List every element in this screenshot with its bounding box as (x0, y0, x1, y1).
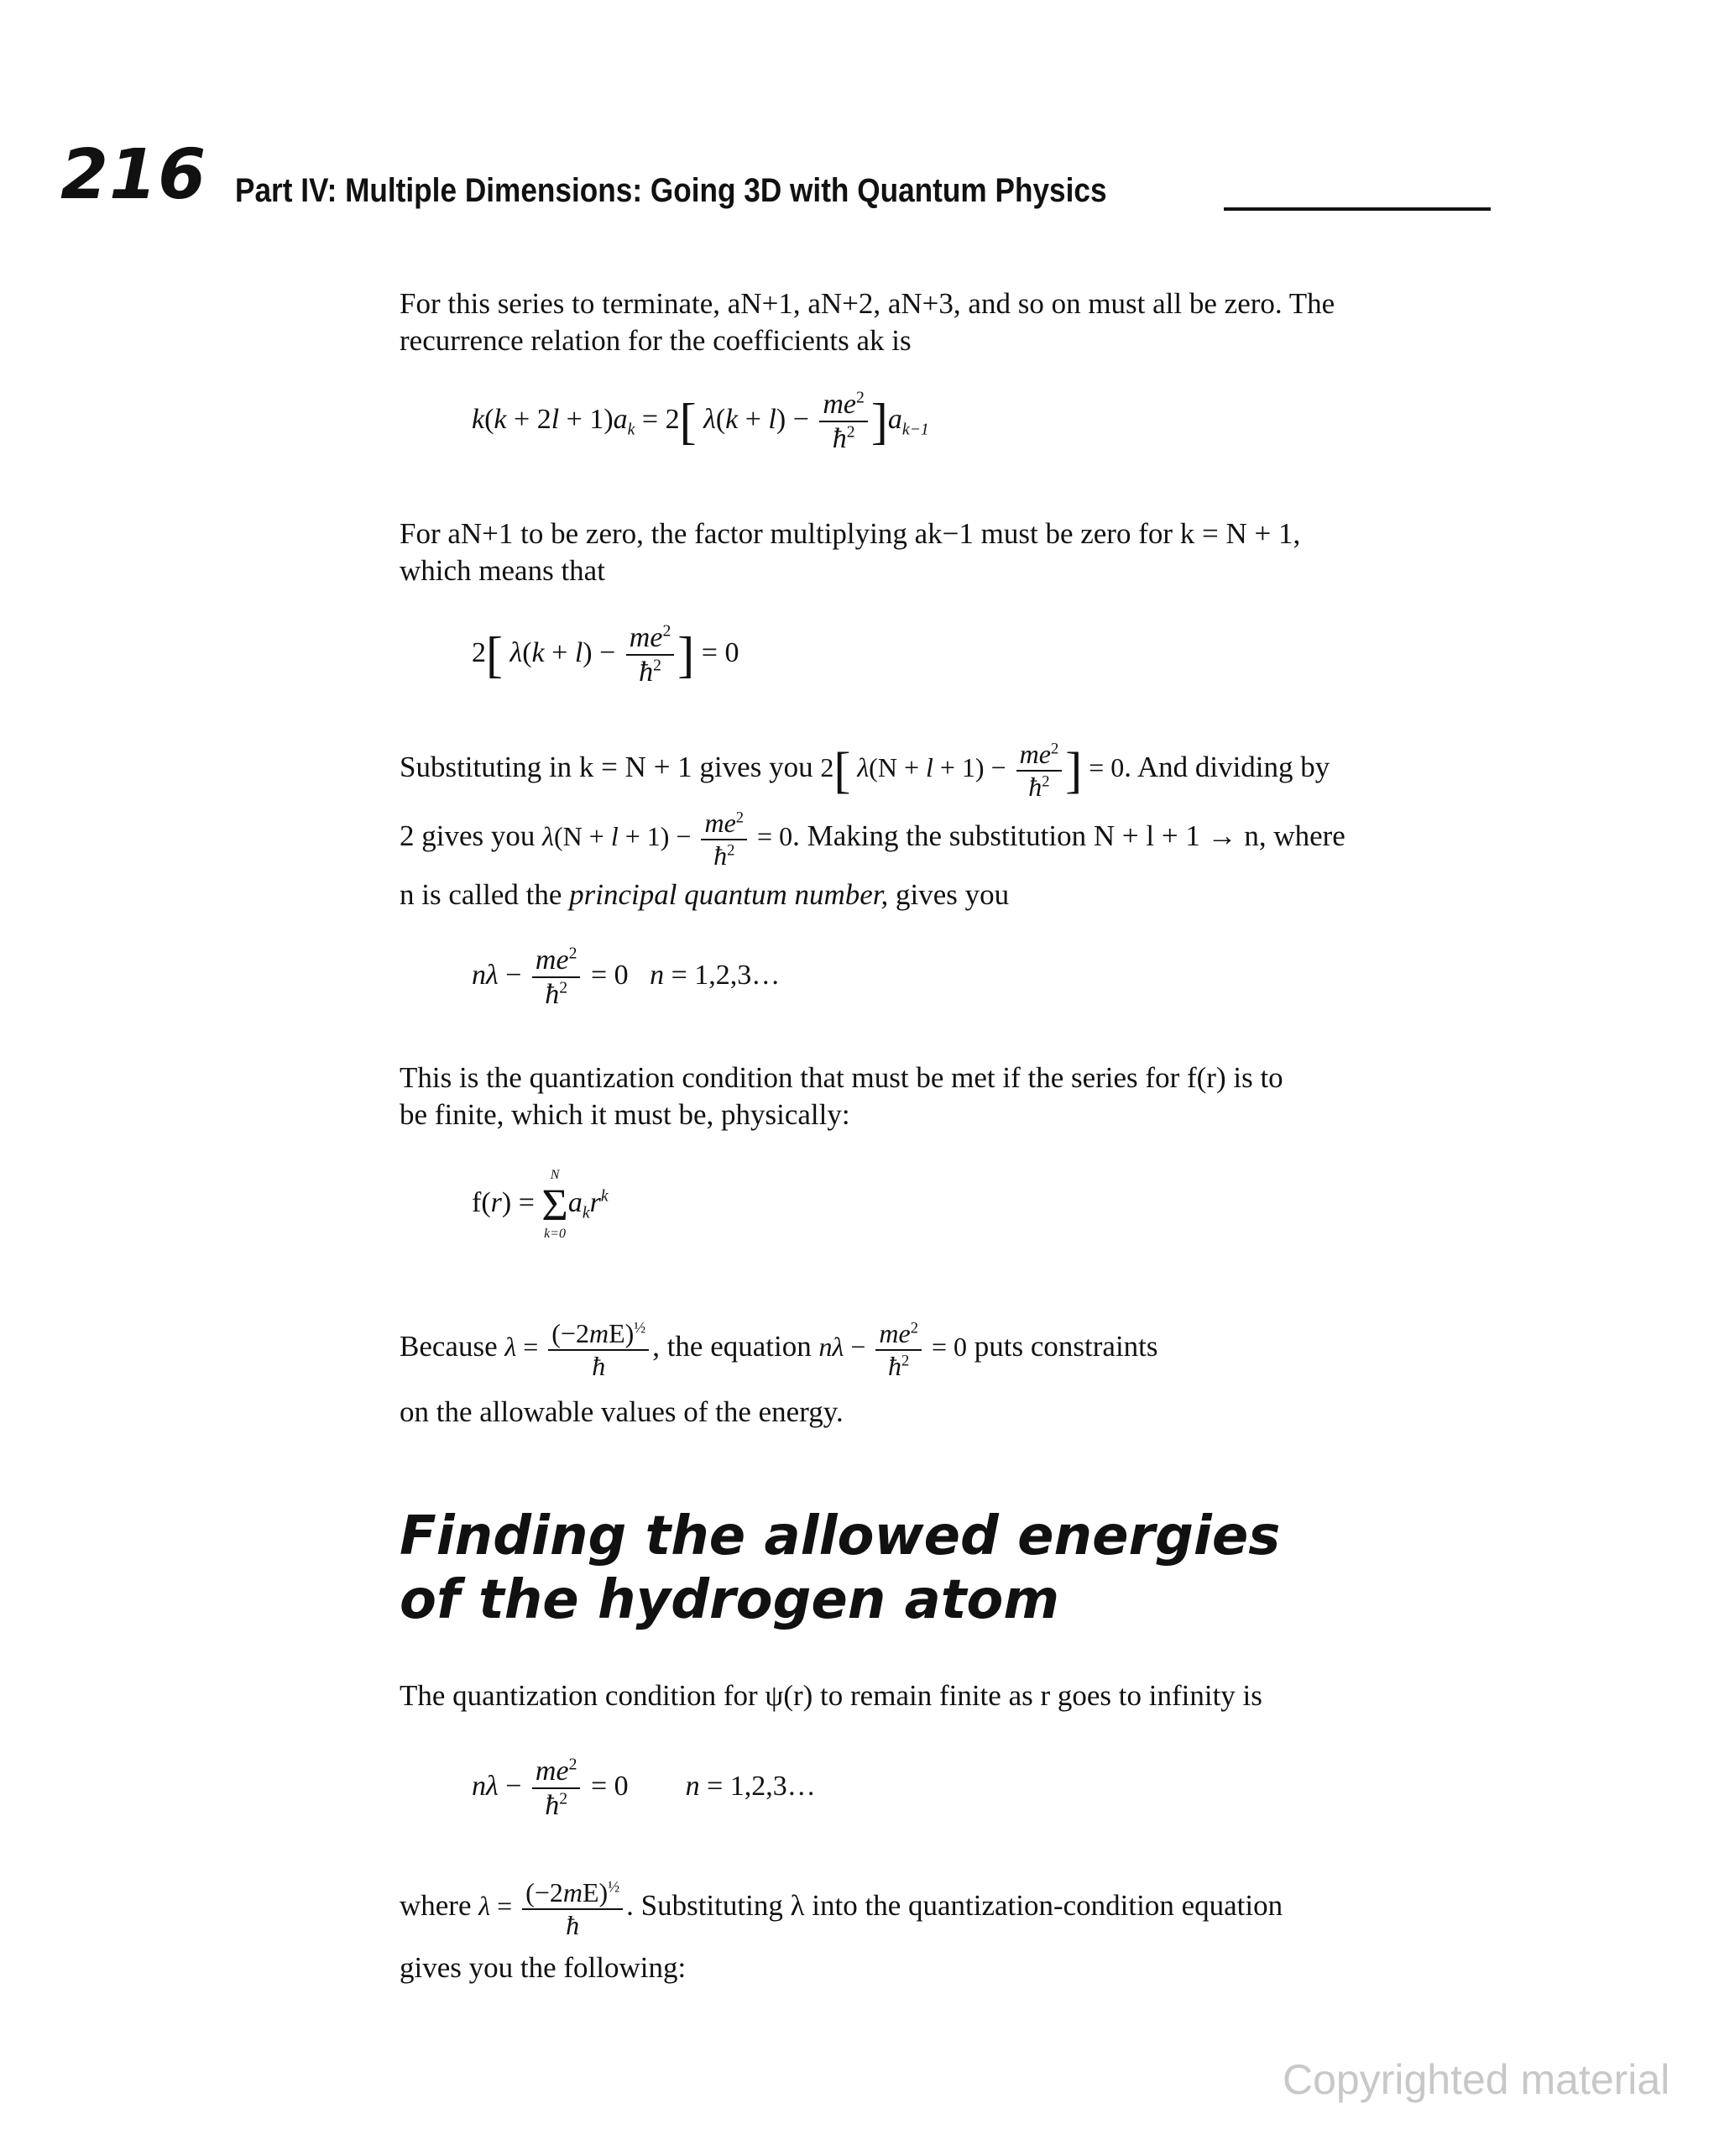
text: puts constraints (974, 1330, 1158, 1363)
coefficient-terms: aN+1, aN+2, aN+3, (727, 287, 961, 320)
inline-equation-lambda: λ = $\frac{(-2mE)^{\frac{1}{2}}}{ħ}$ (504, 1332, 652, 1362)
text: For this series to terminate, (400, 287, 728, 320)
term-principal-quantum-number: principal quantum number, (569, 878, 889, 911)
text: . Making the substitution N + l + 1 → n, where (792, 819, 1345, 853)
text: and so on must all be zero. The (960, 287, 1335, 320)
text: , the equation (652, 1330, 812, 1363)
section-heading-line: Finding the allowed energies (400, 1505, 1281, 1567)
equation-quantization: nλ − $\frac{me^2}{ħ^2}$ = 0 n = 1,2,3… (472, 944, 781, 1011)
header-rule (1224, 207, 1491, 211)
paragraph-energy-constraints-line2 (400, 1394, 1491, 1431)
section-heading-line: of the hydrogen atom (400, 1569, 1060, 1631)
page-number: 216 (60, 135, 207, 215)
paragraph-finite-series (400, 1060, 1491, 1133)
inline-equation-divided: λ(N + l + 1) − $\frac{me^2}{ħ^2}$ = 0 (542, 808, 793, 871)
text: be finite, which it must be, physically: (400, 1098, 850, 1131)
text: . Substituting λ into the quantization-condition equation (626, 1889, 1283, 1923)
summation-symbol: N Σ k=0 (541, 1168, 568, 1241)
text: on the allowable values of the energy. (400, 1395, 844, 1428)
equation-recurrence-relation: $k(k + 2l + 1)a_k = 2$[ λ(k + l) − $\frac{me^2}{ħ^2}$ ]$a_{k-1}$ (472, 388, 929, 455)
text: gives you (888, 878, 1010, 911)
inline-equation-substituted: 2[ λ(N + l + 1) − $\frac{me^2}{ħ^2}$ ] = 0 (820, 739, 1125, 802)
paragraph-substituting-lambda (400, 1877, 1491, 1941)
text: For aN+1 to be zero, the factor multiplying ak−1 must be zero for k = N + 1, (400, 517, 1301, 550)
text: Substituting in k = N + 1 gives you (400, 751, 813, 784)
equation-factor-zero: 2[ λ(k + l) − $\frac{me^2}{ħ^2}$ ] = 0 (472, 621, 739, 688)
text: where (400, 1889, 472, 1923)
section-heading (400, 1504, 1280, 1632)
paragraph-quantization-condition (400, 1677, 1491, 1714)
paragraph-substitution (400, 739, 1491, 803)
inline-equation-quantization: nλ − $\frac{me^2}{ħ^2}$ = 0 (818, 1318, 968, 1381)
paragraph-series-terminate (400, 285, 1491, 359)
running-head: Part IV: Multiple Dimensions: Going 3D with Quantum Physics (235, 172, 1107, 209)
copyright-watermark: Copyrighted material (1283, 2056, 1670, 2103)
text: . And dividing by (1124, 751, 1330, 784)
paragraph-factor-zero (400, 515, 1491, 589)
text: recurrence relation for the coefficients ak is (400, 324, 912, 357)
inline-equation-lambda-definition: λ = $\frac{(-2mE)^{\frac{1}{2}}}{ħ}$ (478, 1891, 626, 1921)
paragraph-principal-quantum-number (400, 877, 1491, 913)
paragraph-substituting-lambda-line2 (400, 1949, 1491, 1986)
text: The quantization condition for ψ(r) to remain finite as r goes to infinity is (400, 1679, 1262, 1712)
text: which means that (400, 554, 605, 587)
paragraph-substitution-line2 (400, 808, 1491, 871)
equation-quantization-repeat: nλ − $\frac{me^2}{ħ^2}$ = 0 n = 1,2,3… (472, 1755, 816, 1822)
text: This is the quantization condition that must be met if the series for f(r) is to (400, 1061, 1283, 1094)
equation-series-sum: f(r) = N Σ k=0 $a_kr^k$ (472, 1168, 609, 1241)
text: 2 gives you (400, 819, 536, 853)
text: Because (400, 1330, 498, 1363)
text: gives you the following: (400, 1951, 687, 1984)
text: n is called the (400, 878, 570, 911)
paragraph-energy-constraints (400, 1318, 1491, 1382)
